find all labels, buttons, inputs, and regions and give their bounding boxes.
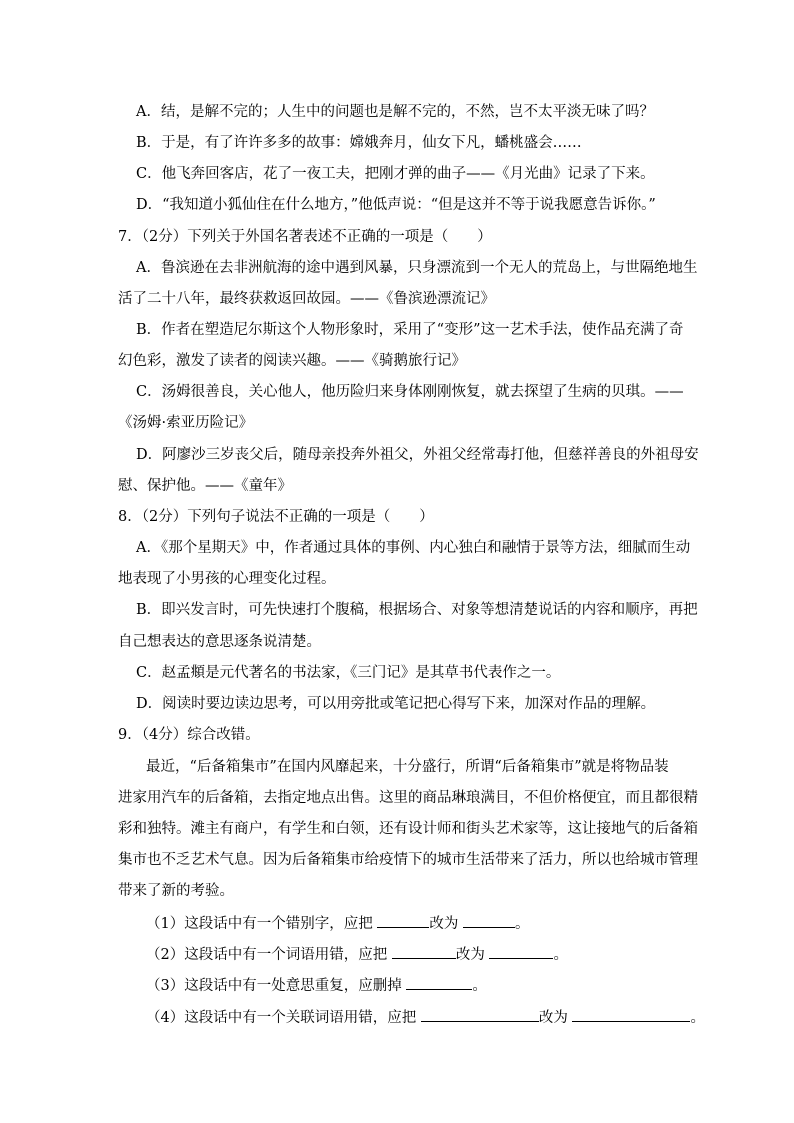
q8-option-d: D．阅读时要边读边思考，可以用旁批或笔记把心得写下来，加深对作品的理解。 [136, 696, 656, 712]
q9-paragraph-line: 进家用汽车的后备箱，去指定地点出售。这里的商品琳琅满目，不但价格便宜，而且都很精 [118, 790, 698, 806]
q9-stem: 9．（4分）综合改错。 [118, 727, 260, 743]
q8-option-a-cont: 地表现了小男孩的心理变化过程。 [118, 571, 336, 587]
q9-subquestion-4: （4）这段话中有一个关联词语用错，应把 改为 。 [146, 1007, 705, 1028]
q9-paragraph-line: 集市也不乏艺术气息。因为后备箱集市给疫情下的城市生活带来了活力，所以也给城市管理 [118, 852, 698, 868]
q9-paragraph-line: 最近，“后备箱集市”在国内风靡起来，十分盛行，所谓“后备箱集市”就是将物品装 [146, 759, 669, 775]
q9-paragraph-line: 彩和独特。滩主有商户，有学生和白领，还有设计师和街头艺术家等，这让接地气的后备箱 [118, 821, 698, 837]
q7-option-c: C．汤姆很善良，关心他人，他历险归来身体刚刚恢复，就去探望了生病的贝琪。—— [136, 384, 684, 400]
q7-option-c-cont: 《汤姆·索亚历险记》 [118, 415, 254, 431]
q6-option-c: C．他飞奔回客店，花了一夜工夫，把刚才弹的曲子——《月光曲》记录了下来。 [136, 166, 655, 182]
q6-option-d: D．“我知道小狐仙住在什么地方，”他低声说：“但是这并不等于说我愿意告诉你。” [136, 197, 656, 213]
q7-option-d-cont: 慰、保护他。——《童年》 [118, 478, 292, 494]
q8-option-a: A．《那个星期天》中，作者通过具体的事例、内心独白和融情于景等方法，细腻而生动 [136, 540, 691, 556]
q9-subquestion-2: （2）这段话中有一个词语用错，应把 改为 。 [146, 944, 568, 965]
q7-option-d: D．阿廖沙三岁丧父后，随母亲投奔外祖父，外祖父经常毒打他，但慈祥善良的外祖母安 [136, 447, 699, 463]
answer-blank[interactable] [406, 975, 472, 990]
q6-option-b: B．于是，有了许许多多的故事：嫦娥奔月，仙女下凡，蟠桃盛会…… [136, 135, 582, 151]
q9-subquestion-1: （1）这段话中有一个错别字，应把 改为 。 [146, 913, 529, 934]
q8-stem: 8．（2分）下列句子说法不正确的一项是（ ） [118, 509, 434, 525]
q9-paragraph-line: 带来了新的考验。 [118, 883, 234, 899]
q7-option-a-cont: 活了二十八年，最终获救返回故园。——《鲁滨逊漂流记》 [118, 291, 495, 307]
q8-option-b-cont: 自己想表达的意思逐条说清楚。 [118, 634, 321, 650]
answer-blank[interactable] [489, 944, 553, 959]
q6-option-a: A．结，是解不完的；人生中的问题也是解不完的，不然，岂不太平淡无味了吗？ [136, 104, 654, 120]
answer-blank[interactable] [421, 1007, 539, 1022]
q8-option-c: C．赵孟頫是元代著名的书法家，《三门记》是其草书代表作之一。 [136, 665, 561, 681]
q7-option-a: A．鲁滨逊在去非洲航海的途中遇到风暴，只身漂流到一个无人的荒岛上，与世隔绝地生 [136, 260, 698, 276]
answer-blank[interactable] [377, 913, 429, 928]
q7-option-b: B．作者在塑造尼尔斯这个人物形象时，采用了“变形”这一艺术手法，使作品充满了奇 [136, 322, 684, 338]
answer-blank[interactable] [572, 1007, 690, 1022]
answer-blank[interactable] [392, 944, 456, 959]
q8-option-b: B．即兴发言时，可先快速打个腹稿，根据场合、对象等想清楚说话的内容和顺序，再把 [136, 602, 698, 618]
q9-subquestion-3: （3）这段话中有一处意思重复，应删掉 。 [146, 975, 487, 996]
answer-blank[interactable] [463, 913, 515, 928]
q7-stem: 7．（2分）下列关于外国名著表述不正确的一项是（ ） [118, 229, 492, 245]
q7-option-b-cont: 幻色彩，激发了读者的阅读兴趣。——《骑鹅旅行记》 [118, 353, 466, 369]
